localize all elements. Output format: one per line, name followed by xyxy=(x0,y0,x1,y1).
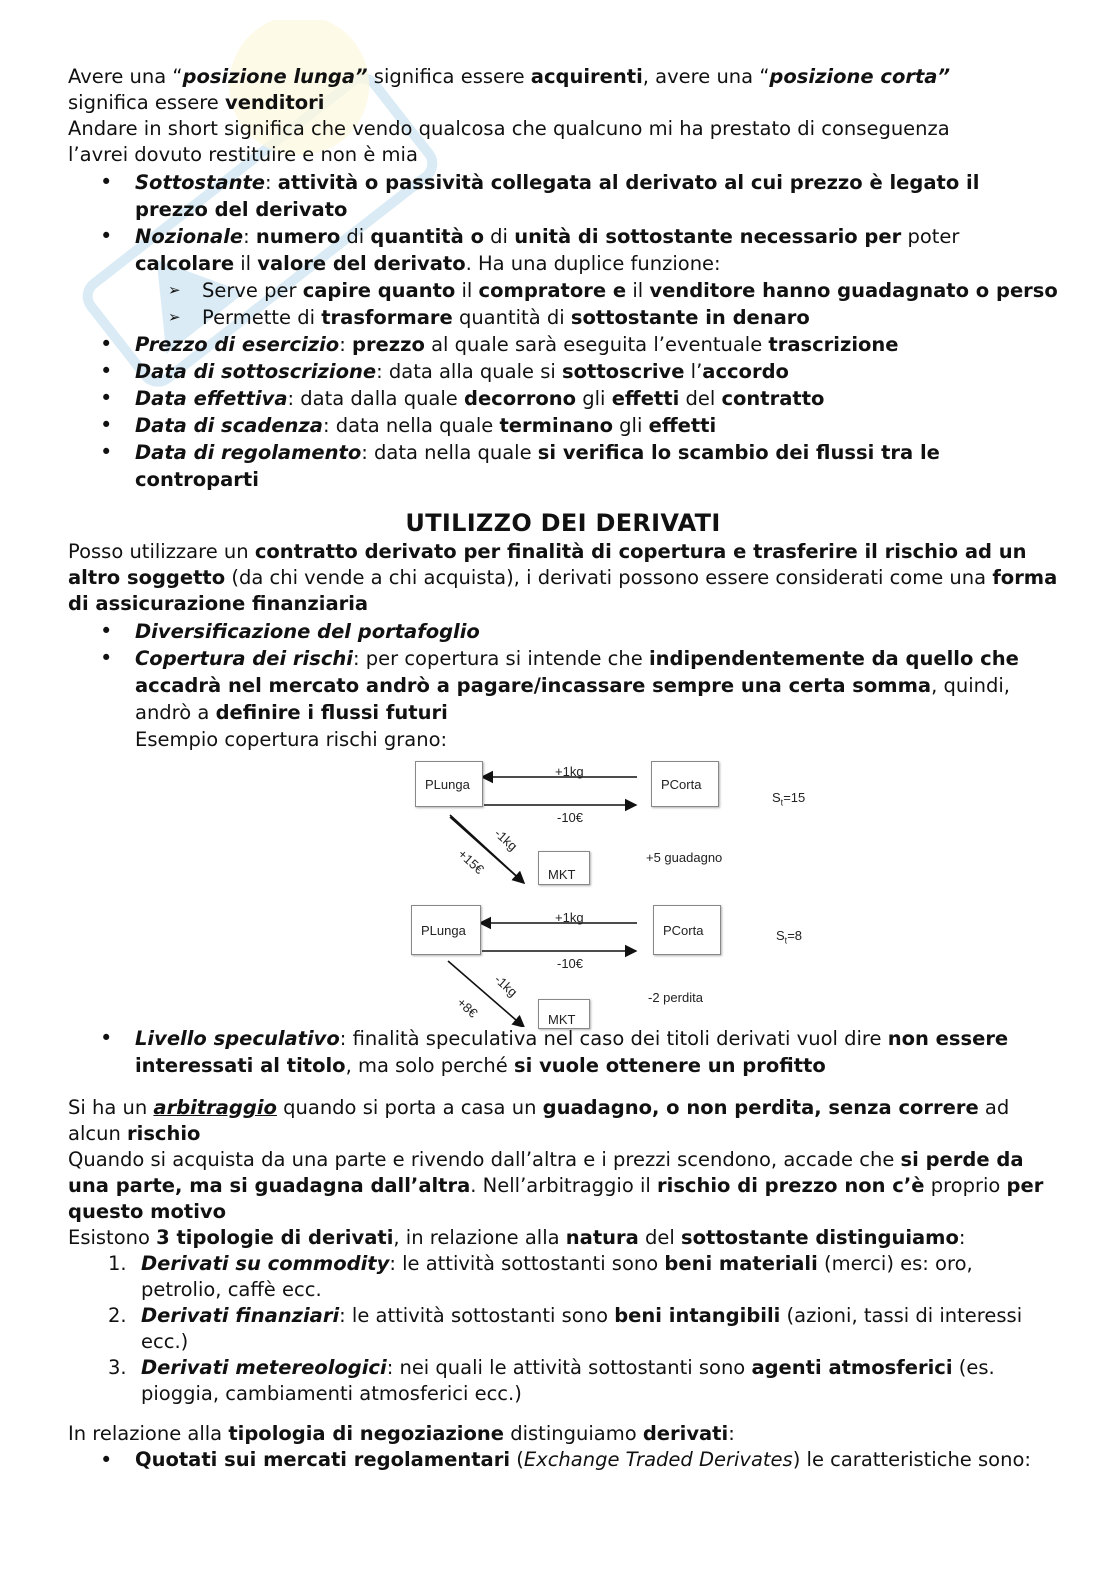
hedging-diagram xyxy=(68,759,1058,1027)
label-top-diag-kg: -1kg xyxy=(491,825,521,854)
list-item-commodity: 1. Derivati su commodity: le attività sottostanti sono beni materiali (merci) es: oro, petrolio, caffè ecc. xyxy=(108,1252,973,1301)
intro-line-2: significa essere venditori xyxy=(68,91,325,114)
box-plunga-top: PLunga xyxy=(415,761,483,807)
label-bottom-diag-kg: -1kg xyxy=(491,971,521,1000)
list-item-effettiva: • Data effettiva: data dalla quale decorrono gli effetti del contratto xyxy=(68,385,1058,412)
list-item-finanziari: 2. Derivati finanziari: le attività sottostanti sono beni intangibili (azioni, tassi di interessi ecc.) xyxy=(108,1304,1023,1353)
label-bottom-diag-eur: +8€ xyxy=(454,994,481,1021)
list-item-prezzo: • Prezzo di esercizio: prezzo al quale sarà eseguita l’eventuale trascrizione xyxy=(68,331,1058,358)
list-item-scadenza: • Data di scadenza: data nella quale terminano gli effetti xyxy=(68,412,1058,439)
sub-item-capire: ➢ Serve per capire quanto il compratore e il venditore hanno guadagnato o perso xyxy=(68,277,1058,304)
label-bottom-st: $S_t=8$ xyxy=(776,928,803,946)
definitions-list xyxy=(68,169,1058,493)
box-mkt-top: MKT xyxy=(538,851,590,885)
label-top-diag-eur: +15€ xyxy=(455,846,487,878)
section-paragraph: Posso utilizzare un contratto derivato per finalità di copertura e trasferire il rischio ad un altro soggetto (da chi vende a chi acquista), i derivati possono essere considerati come una forma di assicurazione finanziaria xyxy=(68,540,1058,615)
box-pcorta-top: PCorta xyxy=(651,761,719,807)
list-item-copertura: • Copertura dei rischi: per copertura si intende che indipendentemente da quello che accadrà nel mercato andrò a pagare/incassare sempre una certa somma, quindi, andrò a definire i flussi futuri Esempio copertura rischi grano: xyxy=(68,645,1058,753)
label-top-result: +5 guadagno xyxy=(646,850,723,865)
intro-line-1: Avere una “posizione lunga” significa essere acquirenti, avere una “posizione corta” xyxy=(68,65,951,88)
list-item-sottoscrizione: • Data di sottoscrizione: data alla quale si sottoscrive l’accordo xyxy=(68,358,1058,385)
list-item-regolamento: • Data di regolamento: data nella quale si verifica lo scambio dei flussi tra le controparti xyxy=(68,439,1058,493)
usage-list xyxy=(68,618,1058,753)
sub-item-trasformare: ➢ Permette di trasformare quantità di sottostante in denaro xyxy=(68,304,1058,331)
box-mkt-bottom: MKT xyxy=(538,999,590,1029)
derivative-types-list xyxy=(68,1251,1058,1407)
list-item-quotati: • Quotati sui mercati regolamentari (Exchange Traded Derivates) le caratteristiche sono: xyxy=(68,1447,1058,1473)
intro-line-3: Andare in short significa che vendo qualcosa che qualcuno mi ha prestato di conseguenza xyxy=(68,117,950,140)
diagram-arrows xyxy=(68,759,1058,1027)
label-top-minus10: -10€ xyxy=(557,810,584,825)
label-bottom-plus1kg: +1kg xyxy=(555,910,584,925)
arbitrage-paragraph-1: Si ha un arbitraggio quando si porta a casa un guadagno, o non perdita, senza correre ad alcun rischio xyxy=(68,1096,1010,1145)
list-item-sottostante: • Sottostante: attività o passività collegata al derivato al cui prezzo è legato il prezzo del derivato xyxy=(68,169,1058,223)
arbitrage-paragraph-3: Esistono 3 tipologie di derivati, in relazione alla natura del sottostante distinguiamo: xyxy=(68,1226,966,1249)
section-heading: UTILIZZO DEI DERIVATI xyxy=(405,509,721,537)
list-item-nozionale: • Nozionale: numero di quantità o di unità di sottostante necessario per poter calcolare il valore del derivato. Ha una duplice funzione: xyxy=(68,223,1058,277)
box-pcorta-bottom: PCorta xyxy=(653,905,721,955)
arbitrage-paragraph-2: Quando si acquista da una parte e rivendo dall’altra e i prezzi scendono, accade che si perde da una parte, ma si guadagna dall’altra. Nell’arbitraggio il rischio di prezzo non c’è proprio per questo motivo xyxy=(68,1148,1044,1223)
label-top-st: $S_t=15$ xyxy=(772,790,806,808)
list-item-speculativo: • Livello speculativo: finalità speculativa nel caso dei titoli derivati vuol dire non essere interessati al titolo, ma solo perché si vuole ottenere un profitto xyxy=(68,1025,1058,1079)
negotiation-list xyxy=(68,1447,1058,1473)
usage-list-continued xyxy=(68,1025,1058,1079)
intro-line-4: l’avrei dovuto restituire e non è mia xyxy=(68,143,418,166)
label-bottom-result: -2 perdita xyxy=(648,990,703,1005)
list-item-metereologici: 3. Derivati metereologici: nei quali le attività sottostanti sono agenti atmosferici (es. pioggia, cambiamenti atmosferici ecc.) xyxy=(108,1356,995,1405)
label-top-plus1kg: +1kg xyxy=(555,764,584,779)
negotiation-paragraph: In relazione alla tipologia di negoziazione distinguiamo derivati: xyxy=(68,1422,735,1445)
example-caption: Esempio copertura rischi grano: xyxy=(135,728,448,751)
box-plunga-bottom: PLunga xyxy=(411,905,481,955)
list-item-diversificazione: • Diversificazione del portafoglio xyxy=(68,618,1058,645)
label-bottom-minus10: -10€ xyxy=(557,956,584,971)
page-content xyxy=(68,64,1058,1473)
